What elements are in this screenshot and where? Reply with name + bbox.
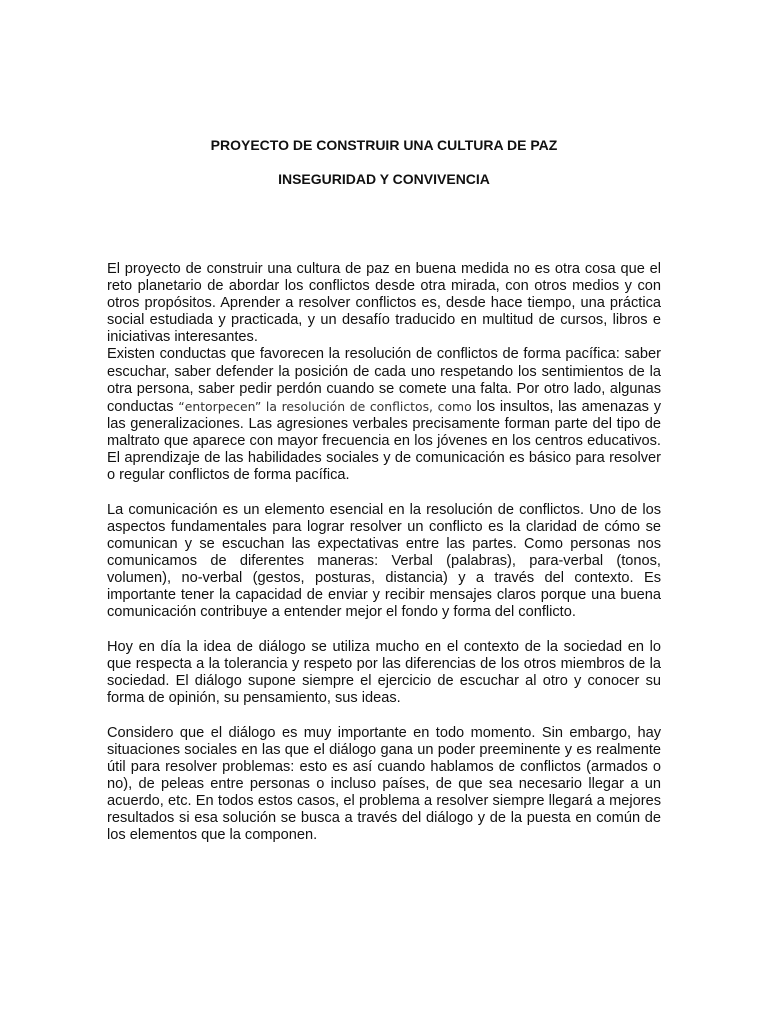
paragraph-4: Hoy en día la idea de diálogo se utiliza mucho en el contexto de la sociedad en lo que respecta a la tolerancia y respeto por las diferencias de los otros miembros de la sociedad. El diálogo supone siempre el ejercicio de escuchar al otro y conocer su forma de opinión, su pensamiento, sus ideas.: [107, 638, 661, 707]
paragraph-2-end: los insultos, las amenazas y las generalizaciones. Las agresiones verbales precisamente forman parte del tipo de maltrato que aparece con mayor frecuencia en los jóvenes en los centros educativos. El aprendizaje de las habilidades sociales y de comunicación es básico para resolver o regular conflictos de forma pacífica.: [107, 398, 662, 484]
paragraph-2: [107, 346, 661, 484]
document-body: [107, 261, 661, 844]
paragraph-1: El proyecto de construir una cultura de paz en buena medida no es otra cosa que el reto planetario de abordar los conflictos desde otra mirada, con otros medios y con otros propósitos. Aprender a resolver conflictos es, desde hace tiempo, una práctica social estudiada y practicada, y un desafío traducido en multitud de cursos, libros e iniciativas interesantes.: [107, 261, 661, 346]
document-title: PROYECTO DE CONSTRUIR UNA CULTURA DE PAZ: [210, 137, 558, 153]
paragraph-5: Considero que el diálogo es muy importante en todo momento. Sin embargo, hay situaciones sociales en las que el diálogo gana un poder preeminente y es realmente útil para resolver problemas: esto es así cuando hablamos de conflictos (armados o no), de peleas entre personas o incluso países, de que sea necesario llegar a un acuerdo, etc. En todos estos casos, el problema a resolver siempre llegará a mejores resultados si esa solución se busca a través del diálogo y de la puesta en común de los elementos que la componen.: [107, 724, 661, 844]
paragraph-2-start: Existen conductas que favorecen la resolución de conflictos de forma pacífica: saber escuchar, saber defender la posición de cada uno respetando los sentimientos de la otra persona, saber pedir perdón cuando se comete una falta. Por otro lado, algunas conductas: [107, 346, 661, 415]
paragraph-3: La comunicación es un elemento esencial en la resolución de conflictos. Uno de los aspectos fundamentales para lograr resolver un conflicto es la claridad de cómo se comunican y se escuchan las expectativas entre las partes. Como personas nos comunicamos de diferentes maneras: Verbal (palabras), para-verbal (tonos, volumen), no-verbal (gestos, posturas, distancia) y a través del contexto. Es importante tener la capacidad de enviar y recibir mensajes claros porque una buena comunicación contribuye a entender mejor el fondo y forma del conflicto.: [107, 501, 661, 621]
document-subtitle: INSEGURIDAD Y CONVIVENCIA: [278, 171, 490, 187]
paragraph-2-alt-font-phrase: “entorpecen” la resolución de conflictos, como: [178, 398, 472, 414]
